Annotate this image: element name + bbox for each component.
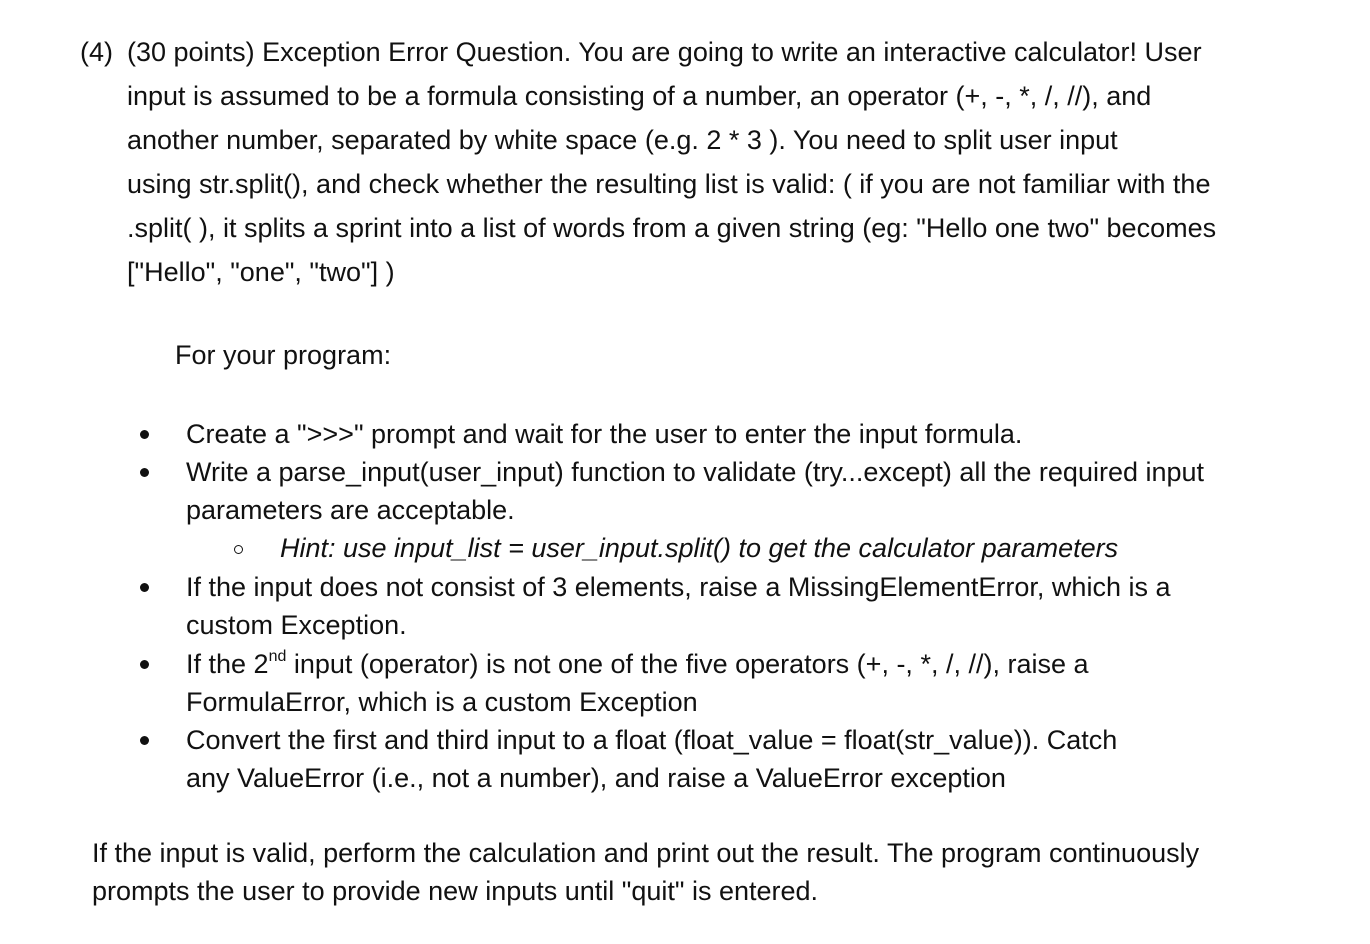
bullet-4-text-prefix: If the 2 — [186, 649, 269, 679]
bullet-3-text-line-2: custom Exception. — [186, 610, 407, 640]
ordinal-superscript: nd — [268, 648, 287, 665]
bullet-dot-icon — [140, 660, 149, 669]
bullet-dot-icon — [140, 583, 149, 592]
closing-line-1: If the input is valid, perform the calculation and print out the result. The program continuously — [92, 838, 1200, 868]
bullet-4-text-line-2: FormulaError, which is a custom Exception — [186, 687, 698, 717]
bullet-dot-icon — [140, 468, 149, 477]
question-line — [80, 250, 1320, 294]
question-block — [80, 30, 1320, 294]
question-line — [80, 118, 1320, 162]
question-line — [80, 74, 1320, 118]
bullet-5-text-line-1: Convert the first and third input to a float (float_value = float(str_value)). Catch — [186, 725, 1118, 755]
bullet-3-text-line-1: If the input does not consist of 3 elements, raise a MissingElementError, which is a — [186, 572, 1171, 602]
closing-line-2: prompts the user to provide new inputs until "quit" is entered. — [92, 876, 819, 906]
bullet-2-text-line-1: Write a parse_input(user_input) function to validate (try...except) all the required input — [186, 457, 1205, 487]
program-intro: For your program: — [175, 340, 392, 370]
question-line — [80, 206, 1320, 250]
question-text-line-2: input is assumed to be a formula consisting of a number, an operator (+, -, *, /, //), and — [127, 81, 1152, 111]
bullet-5-text-line-2: any ValueError (i.e., not a number), and raise a ValueError exception — [186, 763, 1006, 793]
question-text-line-1: (30 points) Exception Error Question. You are going to write an interactive calculator! User — [127, 37, 1202, 67]
sub-bullet-circle-icon — [234, 545, 243, 554]
question-text-line-6: ["Hello", "one", "two"] ) — [127, 257, 395, 287]
question-text-line-3: another number, separated by white space (e.g. 2 * 3 ). You need to split user input — [127, 125, 1118, 155]
question-text-line-5: .split( ), it splits a sprint into a list of words from a given string (eg: "Hello one two" becomes — [127, 213, 1217, 243]
bullet-dot-icon — [140, 736, 149, 745]
question-line — [80, 162, 1320, 206]
question-line — [80, 30, 1320, 74]
bullet-4-text-rest: input (operator) is not one of the five operators (+, -, *, /, //), raise a — [286, 649, 1089, 679]
bullet-4-text-line-1 — [186, 645, 1089, 683]
bullet-dot-icon — [140, 430, 149, 439]
bullet-2-text-line-2: parameters are acceptable. — [186, 495, 515, 525]
hint-text: Hint: use input_list = user_input.split() to get the calculator parameters — [280, 533, 1119, 563]
question-text-line-4: using str.split(), and check whether the resulting list is valid: ( if you are not familiar with the — [127, 169, 1211, 199]
bullet-1-text: Create a ">>>" prompt and wait for the user to enter the input formula. — [186, 419, 1023, 449]
closing-paragraph — [92, 834, 1199, 910]
question-number: (4) — [80, 37, 113, 67]
